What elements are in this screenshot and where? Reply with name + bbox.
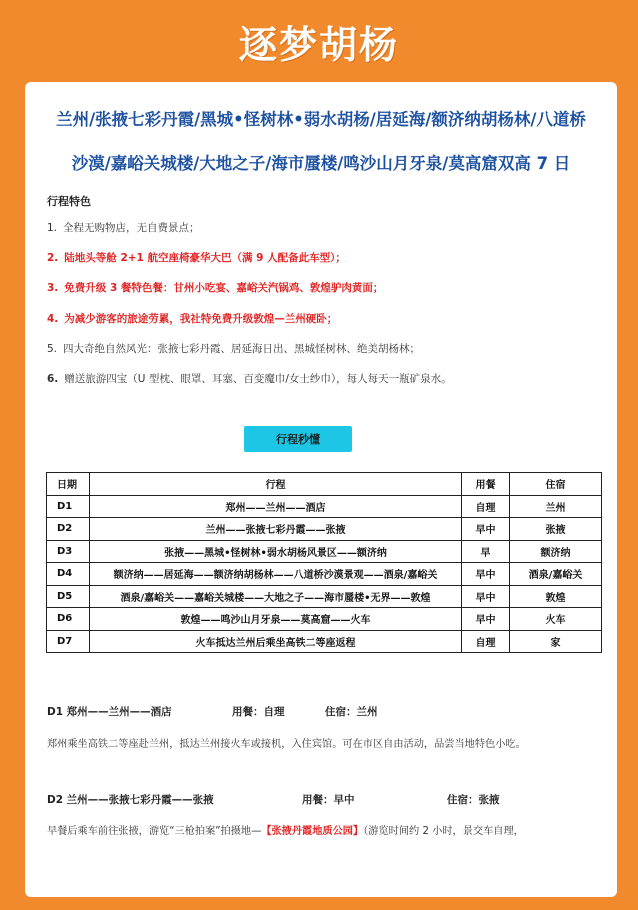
feature-item bbox=[47, 371, 452, 386]
cell-meals: 早 bbox=[462, 540, 510, 563]
day2-desc-highlight: 【张掖丹霞地质公园】 bbox=[261, 826, 364, 837]
banner-title: 逐梦胡杨 bbox=[238, 22, 399, 67]
feature-number: 5. bbox=[47, 343, 58, 355]
cell-meals: 早中 bbox=[462, 518, 510, 541]
table-row bbox=[47, 608, 602, 631]
day1-description: 郑州乘坐高铁二等座赴兰州，抵达兰州接火车或接机，入住宾馆。可在市区自由活动，品尝当地特色小吃。 bbox=[47, 739, 526, 750]
day2-desc-text: 早餐后乘车前往张掖，游览“三枪拍案”拍摄地— bbox=[47, 826, 262, 837]
cell-meals: 早中 bbox=[462, 563, 510, 586]
table-row bbox=[47, 518, 602, 541]
cell-day: D6 bbox=[47, 608, 90, 631]
features-heading: 行程特色 bbox=[47, 195, 91, 208]
cell-stay: 火车 bbox=[510, 608, 602, 631]
day1-meals: 用餐：自理 bbox=[232, 706, 285, 718]
day2-title: D2 兰州——张掖七彩丹霞——张掖 bbox=[47, 794, 214, 806]
cell-route: 敦煌——鸣沙山月牙泉——莫高窟——火车 bbox=[90, 608, 462, 631]
header-banner bbox=[0, 0, 638, 82]
cell-stay: 酒泉/嘉峪关 bbox=[510, 563, 602, 586]
cell-stay: 家 bbox=[510, 630, 602, 653]
cell-meals: 早中 bbox=[462, 608, 510, 631]
feature-text: 陆地头等舱 2+1 航空座椅豪华大巴（满 9 人配备此车型）； bbox=[64, 252, 346, 264]
cell-route: 额济纳——居延海——额济纳胡杨林——八道桥沙漠景观——酒泉/嘉峪关 bbox=[90, 563, 462, 586]
cell-day: D7 bbox=[47, 630, 90, 653]
itinerary-table bbox=[46, 472, 602, 653]
itinerary-summary-badge: 行程秒懂 bbox=[244, 426, 352, 452]
table-row bbox=[47, 630, 602, 653]
cell-route: 兰州——张掖七彩丹霞——张掖 bbox=[90, 518, 462, 541]
cell-day: D3 bbox=[47, 540, 90, 563]
cell-day: D5 bbox=[47, 585, 90, 608]
cell-route: 郑州——兰州——酒店 bbox=[90, 495, 462, 518]
day2-meals: 用餐：早中 bbox=[302, 794, 355, 806]
table-row bbox=[47, 540, 602, 563]
cell-route: 张掖——黑城•怪树林•弱水胡杨风景区——额济纳 bbox=[90, 540, 462, 563]
feature-text: 赠送旅游四宝（U 型枕、眼罩、耳塞、百变魔巾/女士纱巾），每人每天一瓶矿泉水。 bbox=[64, 373, 452, 385]
cell-route: 火车抵达兰州后乘坐高铁二等座返程 bbox=[90, 630, 462, 653]
cell-day: D4 bbox=[47, 563, 90, 586]
day2-description bbox=[47, 822, 524, 837]
feature-text: 免费升级 3 餐特色餐：甘州小吃宴、嘉峪关汽锅鸡、敦煌驴肉黄面； bbox=[64, 282, 384, 294]
day2-stay: 住宿：张掖 bbox=[447, 794, 500, 806]
feature-item bbox=[47, 341, 420, 356]
feature-text: 四大奇绝自然风光：张掖七彩丹霞、居延海日出、黑城怪树林、绝美胡杨林； bbox=[63, 343, 421, 355]
feature-item bbox=[47, 250, 346, 265]
cell-stay: 额济纳 bbox=[510, 540, 602, 563]
header-meals: 用餐 bbox=[462, 473, 510, 496]
header-stay: 住宿 bbox=[510, 473, 602, 496]
table-row bbox=[47, 585, 602, 608]
header-route: 行程 bbox=[90, 473, 462, 496]
day1-stay: 住宿：兰州 bbox=[325, 706, 378, 718]
header-day: 日期 bbox=[47, 473, 90, 496]
cell-stay: 兰州 bbox=[510, 495, 602, 518]
cell-stay: 敦煌 bbox=[510, 585, 602, 608]
feature-text: 为减少游客的旅途劳累，我社特免费升级敦煌—兰州硬卧； bbox=[64, 313, 338, 325]
table-row bbox=[47, 563, 602, 586]
feature-item bbox=[47, 280, 383, 295]
feature-number: 2. bbox=[47, 252, 59, 264]
route-title-line-2: 沙漠/嘉峪关城楼/大地之子/海市蜃楼/鸣沙山月牙泉/莫高窟双高 7 日 bbox=[71, 154, 571, 173]
day2-desc-text-after: （游览时间约 2 小时，景交车自理， bbox=[363, 826, 524, 837]
feature-number: 1. bbox=[47, 222, 58, 234]
table-row bbox=[47, 495, 602, 518]
cell-day: D2 bbox=[47, 518, 90, 541]
cell-day: D1 bbox=[47, 495, 90, 518]
feature-item bbox=[47, 220, 200, 235]
feature-item bbox=[47, 311, 337, 326]
cell-meals: 自理 bbox=[462, 495, 510, 518]
cell-meals: 自理 bbox=[462, 630, 510, 653]
route-title-line-1: 兰州/张掖七彩丹霞/黑城•怪树林•弱水胡杨/居延海/额济纳胡杨林/八道桥 bbox=[56, 110, 586, 129]
feature-number: 6. bbox=[47, 373, 59, 385]
cell-meals: 早中 bbox=[462, 585, 510, 608]
table-header-row bbox=[47, 473, 602, 496]
cell-route: 酒泉/嘉峪关——嘉峪关城楼——大地之子——海市蜃楼•无界——敦煌 bbox=[90, 585, 462, 608]
day1-title: D1 郑州——兰州——酒店 bbox=[47, 706, 172, 718]
feature-number: 4. bbox=[47, 313, 59, 325]
content-card bbox=[25, 82, 617, 897]
feature-text: 全程无购物店，无自费景点； bbox=[63, 222, 200, 234]
cell-stay: 张掖 bbox=[510, 518, 602, 541]
feature-number: 3. bbox=[47, 282, 59, 294]
